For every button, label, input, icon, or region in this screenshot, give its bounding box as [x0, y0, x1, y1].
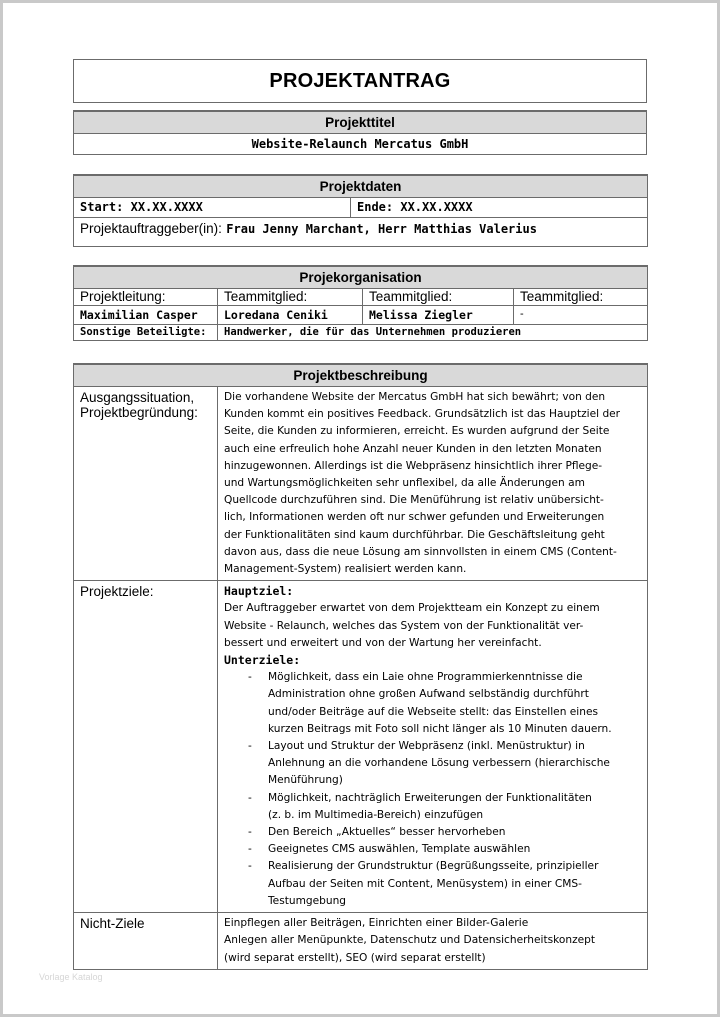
unterziele-list — [224, 669, 641, 910]
unterziel-line: - Den Bereich „Aktuelles“ besser hervorheben — [268, 826, 506, 839]
auftraggeber-label: Projektauftraggeber(in): — [80, 221, 222, 236]
unterziel-line: - Geeignetes CMS auswählen, Template auswählen — [268, 843, 531, 856]
unterziel-line: Anlehnung an die vorhandene Lösung verbessern (hierarchische — [268, 757, 610, 770]
unterziel-line: - Layout und Struktur der Webpräsenz (inkl. Menüstruktur) in — [268, 740, 585, 753]
projekttitel-header: Projekttitel — [74, 111, 647, 134]
watermark: Vorlage Katalog — [39, 972, 103, 982]
col-teammitglied-1: Teammitglied: — [218, 289, 363, 306]
unterziel-line: kurzen Beitrags mit Foto soll nicht länger als 10 Minuten dauern. — [268, 722, 612, 735]
projektbeschreibung-header: Projektbeschreibung — [74, 364, 648, 387]
projektdaten-header: Projektdaten — [74, 175, 648, 198]
nicht-ziele-text — [218, 913, 648, 970]
ausgang-line: Seite, die Kunden zu informieren, erreicht. Es wurden aufgrund der Seite — [224, 425, 610, 438]
unterziel-line: - Realisierung der Grundstruktur (Begrüßungsseite, prinzipieller — [268, 860, 599, 873]
sonstige-label: Sonstige Beteiligte: — [74, 325, 218, 341]
col-teammitglied-2: Teammitglied: — [363, 289, 514, 306]
nicht-ziele-line: Einpflegen aller Beiträgen, Einrichten einer Bilder-Galerie — [224, 917, 529, 930]
ausgang-line: Kunden kommt ein positives Feedback. Grundsätzlich ist das Hauptziel der — [224, 408, 621, 421]
ausgang-line: Quellcode durchzuführen sind. Die Menüführung ist relativ unübersicht- — [224, 494, 604, 507]
title-box — [73, 59, 647, 103]
ausgang-line: Management-System) realisiert werden kann. — [224, 563, 467, 576]
document-title: PROJEKTANTRAG — [269, 69, 451, 92]
start-cell — [74, 198, 351, 218]
nicht-ziele-line: Anlegen aller Menüpunkte, Datenschutz und Datensicherheitskonzept — [224, 934, 596, 947]
unterziel-item — [224, 841, 641, 858]
ende-cell — [351, 198, 648, 218]
unterziel-item — [224, 738, 641, 790]
member-1: Loredana Ceniki — [218, 306, 363, 325]
ziele-text — [218, 581, 648, 913]
auftraggeber-cell — [74, 218, 648, 247]
unterziel-line: (z. b. im Multimedia-Bereich) einzufügen — [268, 808, 484, 821]
hauptziel-line: Website - Relaunch, welches das System von der Funktionalität ver- — [224, 619, 584, 632]
ziele-label: Projektziele: — [74, 581, 218, 913]
ausgang-label-line-2: Projektbegründung: — [80, 405, 198, 420]
unterziel-line: Administration ohne großen Aufwand selbständig durchführt — [268, 688, 589, 701]
auftraggeber-value: Frau Jenny Marchant, Herr Matthias Valerius — [226, 222, 537, 236]
unterziele-label: Unterziele: — [224, 653, 301, 668]
ausgang-line: der Funktionalitäten sind kaum durchführbar. Die Geschäftsleitung geht — [224, 528, 605, 541]
nicht-ziele-line: (wird separat erstellt), SEO (wird separat erstellt) — [224, 951, 486, 964]
ausgang-line: hinzugewonnen. Allerdings ist die Webpräsenz hinsichtlich ihrer Pflege- — [224, 459, 603, 472]
start-value: XX.XX.XXXX — [130, 200, 203, 214]
ausgang-text — [218, 387, 648, 581]
unterziel-item — [224, 858, 641, 910]
unterziel-line: Aufbau der Seiten mit Content, Menüsystem) in einer CMS- — [268, 877, 582, 890]
projektbeschreibung-table — [73, 363, 648, 970]
ausgang-line: davon aus, dass die neue Lösung am sinnvollsten in einem CMS (Content- — [224, 545, 617, 558]
ausgang-line: Die vorhandene Website der Mercatus GmbH hat sich bewährt; von den — [224, 391, 606, 403]
document-page — [3, 3, 717, 1014]
hauptziel-label: Hauptziel: — [224, 584, 294, 599]
projekttitel-table — [73, 110, 647, 155]
unterziel-item — [224, 790, 641, 824]
member-3: - — [514, 306, 648, 325]
ausgang-line: lich, Informationen werden oft nur schwer gefunden und Erweiterungen — [224, 511, 605, 524]
nicht-ziele-label: Nicht-Ziele — [74, 913, 218, 970]
projektorganisation-header: Projekorganisation — [74, 266, 648, 289]
projektorganisation-table — [73, 265, 648, 341]
unterziel-item — [224, 824, 641, 841]
hauptziel-line: Der Auftraggeber erwartet von dem Projektteam ein Konzept zu einem — [224, 602, 600, 615]
unterziel-line: - Möglichkeit, dass ein Laie ohne Programmierkenntnisse die — [268, 671, 583, 684]
ausgang-line: auch eine erfreulich hohe Anzahl neuer Kunden in den letzten Monaten — [224, 442, 602, 455]
sonstige-value: Handwerker, die für das Unternehmen produzieren — [218, 325, 648, 341]
ende-value: XX.XX.XXXX — [400, 200, 473, 214]
col-projektleitung: Projektleitung: — [74, 289, 218, 306]
ende-label: Ende: — [357, 200, 394, 214]
unterziel-item — [224, 669, 641, 738]
unterziel-line: - Möglichkeit, nachträglich Erweiterungen der Funktionalitäten — [268, 791, 592, 804]
ausgang-line: und Wartungsmöglichkeiten sehr unflexibel, da alle Änderungen am — [224, 477, 585, 490]
unterziel-line: Menüführung) — [268, 774, 343, 787]
member-projektleitung: Maximilian Casper — [74, 306, 218, 325]
ausgang-label-line-1: Ausgangssituation, — [80, 390, 195, 405]
member-2: Melissa Ziegler — [363, 306, 514, 325]
projekttitel-value: Website-Relaunch Mercatus GmbH — [74, 134, 647, 155]
hauptziel-line: bessert und erweitert und von der Wartung her vereinfacht. — [224, 636, 542, 649]
start-label: Start: — [80, 200, 124, 214]
ausgang-label — [74, 387, 218, 581]
col-teammitglied-3: Teammitglied: — [514, 289, 648, 306]
unterziel-line: Testumgebung — [268, 894, 347, 907]
unterziel-line: und/oder Beiträge auf die Webseite stellt: das Einstellen eines — [268, 705, 598, 718]
projektdaten-table — [73, 174, 648, 247]
